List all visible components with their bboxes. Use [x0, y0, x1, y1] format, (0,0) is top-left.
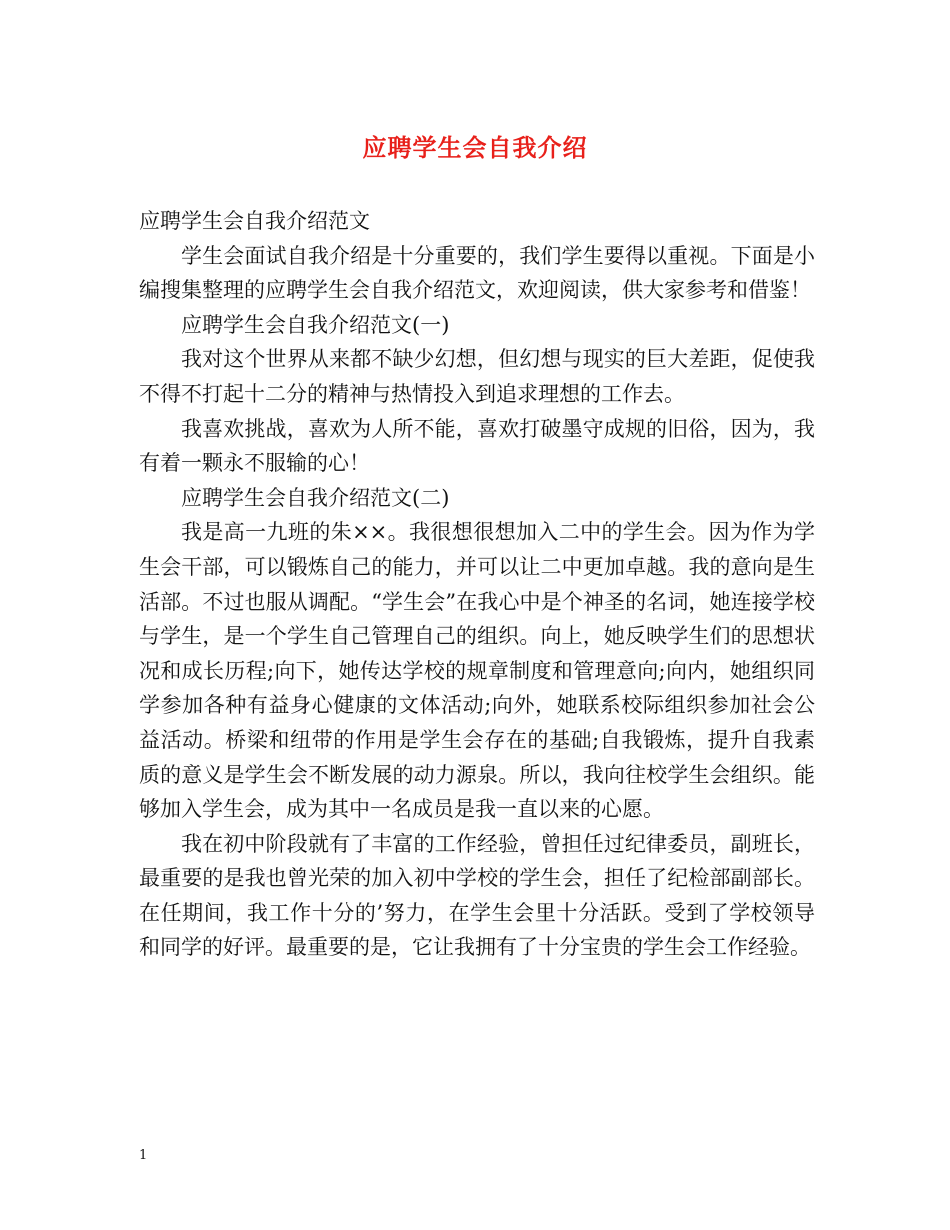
- document-body: [139, 204, 815, 965]
- intro-paragraph: 学生会面试自我介绍是十分重要的，我们学生要得以重视。下面是小编搜集整理的应聘学生会自我介绍范文，欢迎阅读，供大家参考和借鉴！: [139, 243, 815, 303]
- section-heading-two: 应聘学生会自我介绍范文(二): [181, 485, 450, 510]
- paragraph: 我是高一九班的朱××。我很想很想加入二中的学生会。因为作为学生会干部，可以锻炼自己的能力，并可以让二中更加卓越。我的意向是生活部。不过也服从调配。“学生会”在我心中是个神圣的名词，她连接学校与学生，是一个学生自己管理自己的组织。向上，她反映学生们的思想状况和成长历程;向下，她传达学校的规章制度和管理意向;向内，她组织同学参加各种有益身心健康的文体活动;向外，她联系校际组织参加社会公益活动。桥梁和纽带的作用是学生会存在的基础;自我锻炼，提升自我素质的意义是学生会不断发展的动力源泉。所以，我向往校学生会组织。能够加入学生会，成为其中一名成员是我一直以来的心愿。: [139, 520, 815, 822]
- paragraph: 我喜欢挑战，喜欢为人所不能，喜欢打破墨守成规的旧俗，因为，我有着一颗永不服输的心！: [139, 416, 815, 476]
- paragraph: 我在初中阶段就有了丰富的工作经验，曾担任过纪律委员，副班长，最重要的是我也曾光荣的加入初中学校的学生会，担任了纪检部副部长。在任期间，我工作十分的’努力，在学生会里十分活跃。受到了学校领导和同学的好评。最重要的是，它让我拥有了十分宝贵的学生会工作经验。: [139, 831, 815, 960]
- page-number: 1: [139, 1148, 148, 1163]
- section-heading-one: 应聘学生会自我介绍范文(一): [181, 312, 450, 337]
- paragraph: 我对这个世界从来都不缺少幻想，但幻想与现实的巨大差距，促使我不得不打起十二分的精神与热情投入到追求理想的工作去。: [139, 347, 815, 406]
- document-title: 应聘学生会自我介绍: [362, 133, 588, 162]
- body-heading: 应聘学生会自我介绍范文: [139, 209, 370, 233]
